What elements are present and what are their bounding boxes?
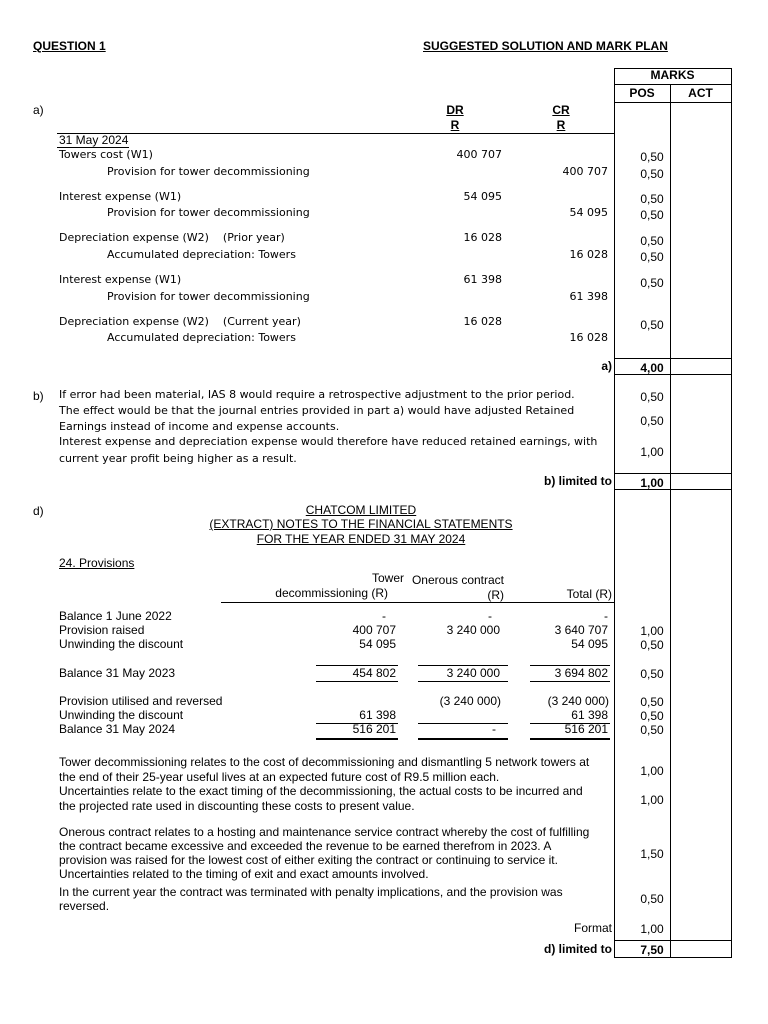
provision-onerous: -: [492, 722, 496, 736]
mark-pos: 0,50: [640, 723, 664, 737]
mark-pos: 0,50: [640, 709, 664, 723]
mark-pos: 0,50: [640, 390, 664, 404]
format-label: Format: [573, 921, 612, 935]
journal-cr: 61 398: [569, 290, 608, 303]
part-d-label: d): [33, 504, 44, 518]
note-text: Uncertainties related to the timing of exit and exact amounts involved.: [59, 867, 429, 881]
journal-account: Interest expense (W1): [59, 190, 182, 203]
note-text: the end of their 25-year useful lives at an expected future cost of R9.5 million each.: [59, 770, 500, 784]
part-d-total-mark: 7,50: [640, 943, 664, 957]
col-header-tower-2: decommissioning (R): [275, 586, 388, 600]
provision-onerous: 3 240 000: [446, 666, 500, 680]
provision-tower: 400 707: [352, 623, 396, 637]
provision-tower: -: [382, 609, 386, 623]
provision-row-label: Unwinding the discount: [59, 708, 184, 722]
journal-account: Provision for tower decommissioning: [107, 206, 310, 219]
part-b-line: current year profit being higher as a result.: [59, 452, 297, 465]
col-header-total: Total (R): [566, 587, 612, 601]
provision-total: 3 640 707: [554, 623, 608, 637]
mark-pos: 0,50: [640, 150, 664, 164]
provision-total: (3 240 000): [547, 694, 609, 708]
journal-account: Interest expense (W1): [59, 273, 182, 286]
journal-account: Accumulated depreciation: Towers: [107, 248, 296, 261]
provision-tower: 516 201: [352, 722, 396, 736]
mark-pos: 0,50: [640, 318, 664, 332]
note-title: 24. Provisions: [59, 556, 135, 570]
provision-total: 3 694 802: [554, 666, 608, 680]
provision-onerous: 3 240 000: [446, 623, 500, 637]
journal-account: Depreciation expense (W2) (Prior year): [59, 231, 285, 244]
part-b-line: If error had been material, IAS 8 would require a retrospective adjustment to the prior period.: [59, 388, 575, 401]
part-b-line: Interest expense and depreciation expense would therefore have reduced retained earnings, with: [59, 435, 598, 448]
note-text: Onerous contract relates to a hosting and maintenance service contract whereby the cost of fulfilling: [59, 825, 590, 839]
part-b-label: b): [33, 389, 44, 403]
col-header-onerous-2: (R): [487, 588, 504, 602]
notes-period: FOR THE YEAR ENDED 31 MAY 2024: [256, 532, 466, 546]
mark-pos: 0,50: [640, 234, 664, 248]
cr-unit: R: [556, 118, 566, 132]
mark-pos: 0,50: [640, 250, 664, 264]
journal-account: Depreciation expense (W2) (Current year): [59, 315, 301, 328]
provision-total: 61 398: [571, 708, 608, 722]
mark-pos: 0,50: [640, 167, 664, 181]
journal-cr: 54 095: [569, 206, 608, 219]
journal-date: 31 May 2024: [59, 133, 129, 147]
part-b-line: The effect would be that the journal entries provided in part a) would have adjusted Retained: [59, 404, 575, 417]
note-text: the contract became excessive and exceeded the revenue to be earned therefrom in 2023. A: [59, 839, 552, 853]
mark-pos: 0,50: [640, 667, 664, 681]
solution-heading: SUGGESTED SOLUTION AND MARK PLAN: [423, 39, 668, 53]
part-a-total-label: a): [601, 359, 612, 373]
mark-pos: 0,50: [640, 276, 664, 290]
provision-row-label: Balance 31 May 2023: [59, 666, 176, 680]
dr-unit: R: [450, 118, 460, 132]
note-text: Uncertainties relate to the exact timing of the decommissioning, the actual costs to be incurred and: [59, 784, 583, 798]
mark-pos: 1,00: [640, 793, 664, 807]
journal-dr: 16 028: [463, 231, 502, 244]
mark-pos: 0,50: [640, 892, 664, 906]
part-b-line: Earnings instead of income and expense accounts.: [59, 420, 340, 433]
provision-tower: 454 802: [352, 666, 396, 680]
marks-col-act: ACT: [688, 86, 713, 100]
provision-row-label: Balance 1 June 2022: [59, 609, 172, 623]
journal-account: Accumulated depreciation: Towers: [107, 331, 296, 344]
note-text: In the current year the contract was terminated with penalty implications, and the provision was: [59, 885, 563, 899]
journal-dr: 54 095: [463, 190, 502, 203]
note-text: provision was raised for the lowest cost of either exiting the contract or continuing to service it.: [59, 853, 558, 867]
provision-row-label: Unwinding the discount: [59, 637, 184, 651]
provision-row-label: Provision utilised and reversed: [59, 694, 223, 708]
mark-pos: 0,50: [640, 638, 664, 652]
provision-total: -: [604, 609, 608, 623]
provision-row-label: Provision raised: [59, 623, 145, 637]
provision-tower: 61 398: [359, 708, 396, 722]
journal-dr: 400 707: [456, 148, 502, 161]
mark-pos: 1,00: [640, 764, 664, 778]
journal-account: Provision for tower decommissioning: [107, 290, 310, 303]
mark-pos: 0,50: [640, 208, 664, 222]
provision-total: 516 201: [564, 722, 608, 736]
mark-pos: 0,50: [640, 414, 664, 428]
mark-pos: 1,00: [640, 445, 664, 459]
marks-title: MARKS: [650, 68, 695, 82]
part-a-total-mark: 4,00: [640, 361, 664, 375]
col-header-onerous-1: Onerous contract: [411, 573, 505, 587]
part-a-label: a): [33, 103, 44, 117]
provision-onerous: -: [488, 609, 492, 623]
notes-subtitle: (EXTRACT) NOTES TO THE FINANCIAL STATEMENTS: [209, 517, 513, 531]
journal-account: Provision for tower decommissioning: [107, 165, 310, 178]
cr-header: CR: [552, 103, 570, 117]
mark-pos: 0,50: [640, 695, 664, 709]
part-d-total-label: d) limited to: [544, 942, 612, 956]
journal-account: Towers cost (W1): [59, 148, 153, 161]
dr-header: DR: [446, 103, 464, 117]
question-heading: QUESTION 1: [33, 39, 106, 53]
journal-cr: 16 028: [569, 248, 608, 261]
mark-pos: 1,00: [640, 624, 664, 638]
note-text: Tower decommissioning relates to the cost of decommissioning and dismantling 5 network towers at: [59, 755, 590, 769]
company-name: CHATCOM LIMITED: [305, 503, 417, 517]
part-b-total-mark: 1,00: [640, 476, 664, 490]
note-text: the projected rate used in discounting these costs to present value.: [59, 799, 415, 813]
marks-col-pos: POS: [629, 86, 655, 100]
journal-cr: 16 028: [569, 331, 608, 344]
provision-onerous: (3 240 000): [439, 694, 501, 708]
journal-dr: 16 028: [463, 315, 502, 328]
mark-pos: 1,50: [640, 847, 664, 861]
journal-dr: 61 398: [463, 273, 502, 286]
journal-cr: 400 707: [562, 165, 608, 178]
mark-pos: 0,50: [640, 192, 664, 206]
part-b-total-label: b) limited to: [544, 474, 612, 488]
col-header-tower-1: Tower: [371, 571, 404, 585]
note-text: reversed.: [59, 899, 110, 913]
provision-tower: 54 095: [359, 637, 396, 651]
provision-total: 54 095: [571, 637, 608, 651]
provision-row-label: Balance 31 May 2024: [59, 722, 176, 736]
mark-pos: 1,00: [640, 922, 664, 936]
